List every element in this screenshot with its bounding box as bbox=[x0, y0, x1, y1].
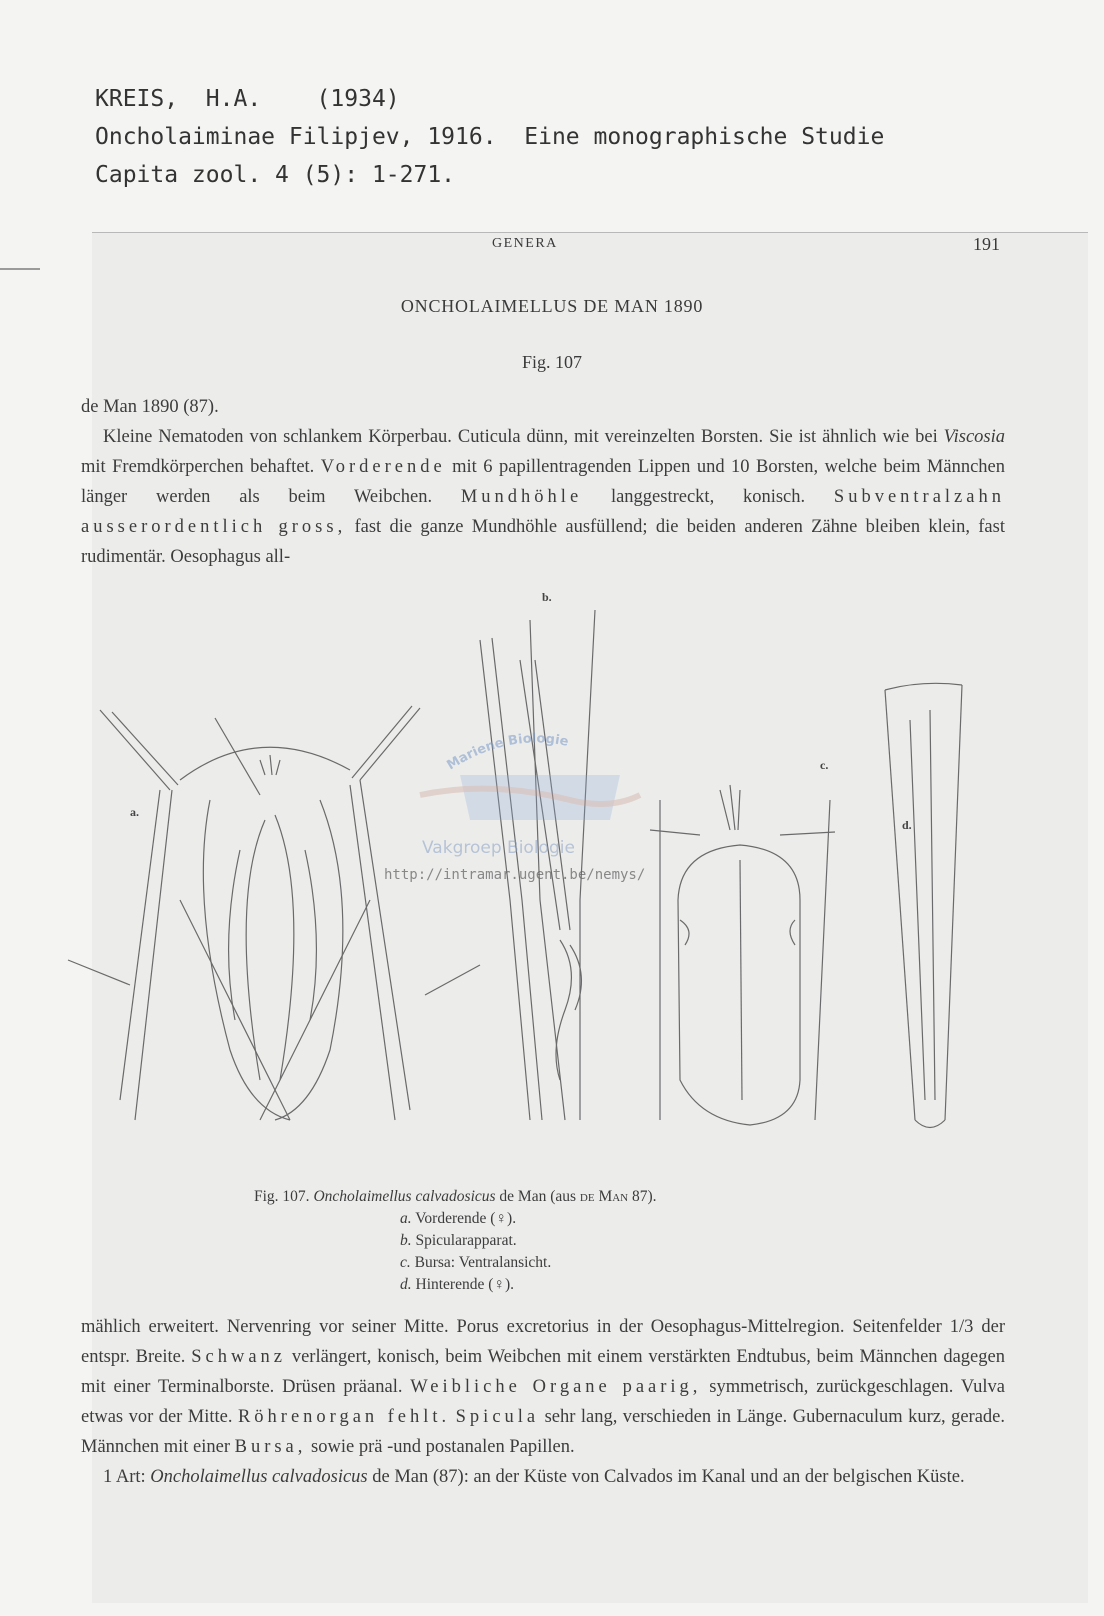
description-text: Kleine Nematoden von schlankem Körperbau. Cuticula dünn, mit vereinzelten Borsten. Sie ist ähnlich wie bei Viscosia mit Fremdkörperchen behaftet. Vorderende mit 6 papillentragenden Lippen und 10 Borsten, welche beim Männchen länger werden als beim Weibchen. Mundhöhle langgestreckt, konisch. Subventralzahn ausserordentlich gross, fast die ganze Mundhöhle ausfüllend; die beiden anderen Zähne bleiben klein, fast rudimentär. Oesophagus all- bbox=[81, 427, 1005, 567]
reference-journal: Capita zool. 4 (5): 1-271. bbox=[95, 162, 456, 188]
caption-item: c. Bursa: Ventralansicht. bbox=[400, 1254, 552, 1271]
caption-item: a. Vorderende (♀). bbox=[400, 1210, 517, 1227]
watermark-arc-text: Mariene Biologie bbox=[444, 731, 570, 774]
species-name: Oncholaimellus calvadosicus bbox=[150, 1467, 368, 1487]
panel-label-d: d. bbox=[902, 818, 912, 832]
figure-reference: Fig. 107 bbox=[521, 352, 582, 372]
description-paragraph-1 bbox=[81, 392, 1005, 572]
watermark-url: http://intramar.ugent.be/nemys/ bbox=[384, 867, 646, 883]
spaced-term: Mundhöhle bbox=[460, 487, 583, 507]
caption-species: Oncholaimellus calvadosicus bbox=[313, 1188, 496, 1205]
page-header bbox=[92, 236, 1088, 256]
genus-viscosia: Viscosia bbox=[943, 427, 1005, 447]
panel-label-c: c. bbox=[820, 758, 829, 772]
reference-author-year: KREIS, H.A. (1934) bbox=[95, 86, 400, 112]
spaced-term: Röhrenorgan fehlt. bbox=[237, 1407, 451, 1427]
caption-items bbox=[400, 1208, 657, 1296]
page-number: 191 bbox=[973, 234, 1000, 254]
running-head: GENERA bbox=[492, 236, 558, 251]
caption-item: d. Hinterende (♀). bbox=[400, 1276, 515, 1293]
species-paragraph: 1 Art: Oncholaimellus calvadosicus de Man (87): an der Küste von Calvados im Kanal und an der belgischen Küste. bbox=[103, 1467, 965, 1487]
bibliographic-reference bbox=[95, 80, 884, 194]
panel-label-b: b. bbox=[542, 590, 552, 604]
margin-mark bbox=[0, 268, 40, 270]
spaced-term: Subventralzahn ausserordentlich gross, bbox=[81, 487, 1005, 537]
continued-description: mählich erweitert. Nervenring vor seiner Mitte. Porus excretorius in der Oesophagus-Mittelregion. Seitenfelder 1/3 der entspr. Breite. Schwanz verlängert, konisch, beim Weibchen mit einem verstärkten Endtubus, beim Männchen dagegen mit einer Terminalborste. Drüsen präanal. Weibliche Organe paarig, symmetrisch, zurückgeschlagen. Vulva etwas vor der Mitte. Röhrenorgan fehlt. Spicula sehr lang, verschieden in Länge. Gubernaculum kurz, gerade. Männchen mit einer Bursa, sowie prä -und postanalen Papillen. bbox=[81, 1317, 1006, 1457]
spaced-term: Spicula bbox=[455, 1407, 540, 1427]
institution-watermark bbox=[410, 720, 660, 870]
fraction: 1/3 bbox=[949, 1317, 974, 1337]
figure-107-plates bbox=[60, 590, 1020, 1180]
spaced-term: Schwanz bbox=[191, 1347, 287, 1367]
caption-item: b. Spicularapparat. bbox=[400, 1232, 517, 1249]
caption-title: Fig. 107. Oncholaimellus calvadosicus de Man (aus de Man 87). bbox=[254, 1188, 657, 1205]
panel-label-a: a. bbox=[130, 805, 139, 819]
spaced-term: Vorderende bbox=[320, 457, 446, 477]
panel-d-drawing bbox=[885, 683, 962, 1127]
nematode-drawings bbox=[60, 600, 1020, 1180]
panel-c-drawing bbox=[650, 785, 835, 1125]
author-line: de Man 1890 (87). bbox=[81, 397, 219, 417]
spaced-term: Weibliche Organe paarig, bbox=[410, 1377, 702, 1397]
spaced-term: Bursa, bbox=[234, 1437, 307, 1457]
genus-title: ONCHOLAIMELLUS DE MAN 1890 bbox=[400, 296, 704, 316]
watermark-text: Vakgroep Biologie bbox=[422, 838, 575, 858]
description-paragraph-2 bbox=[81, 1312, 1005, 1492]
reference-title: Oncholaiminae Filipjev, 1916. Eine monographische Studie bbox=[95, 124, 885, 150]
figure-caption bbox=[254, 1186, 657, 1296]
